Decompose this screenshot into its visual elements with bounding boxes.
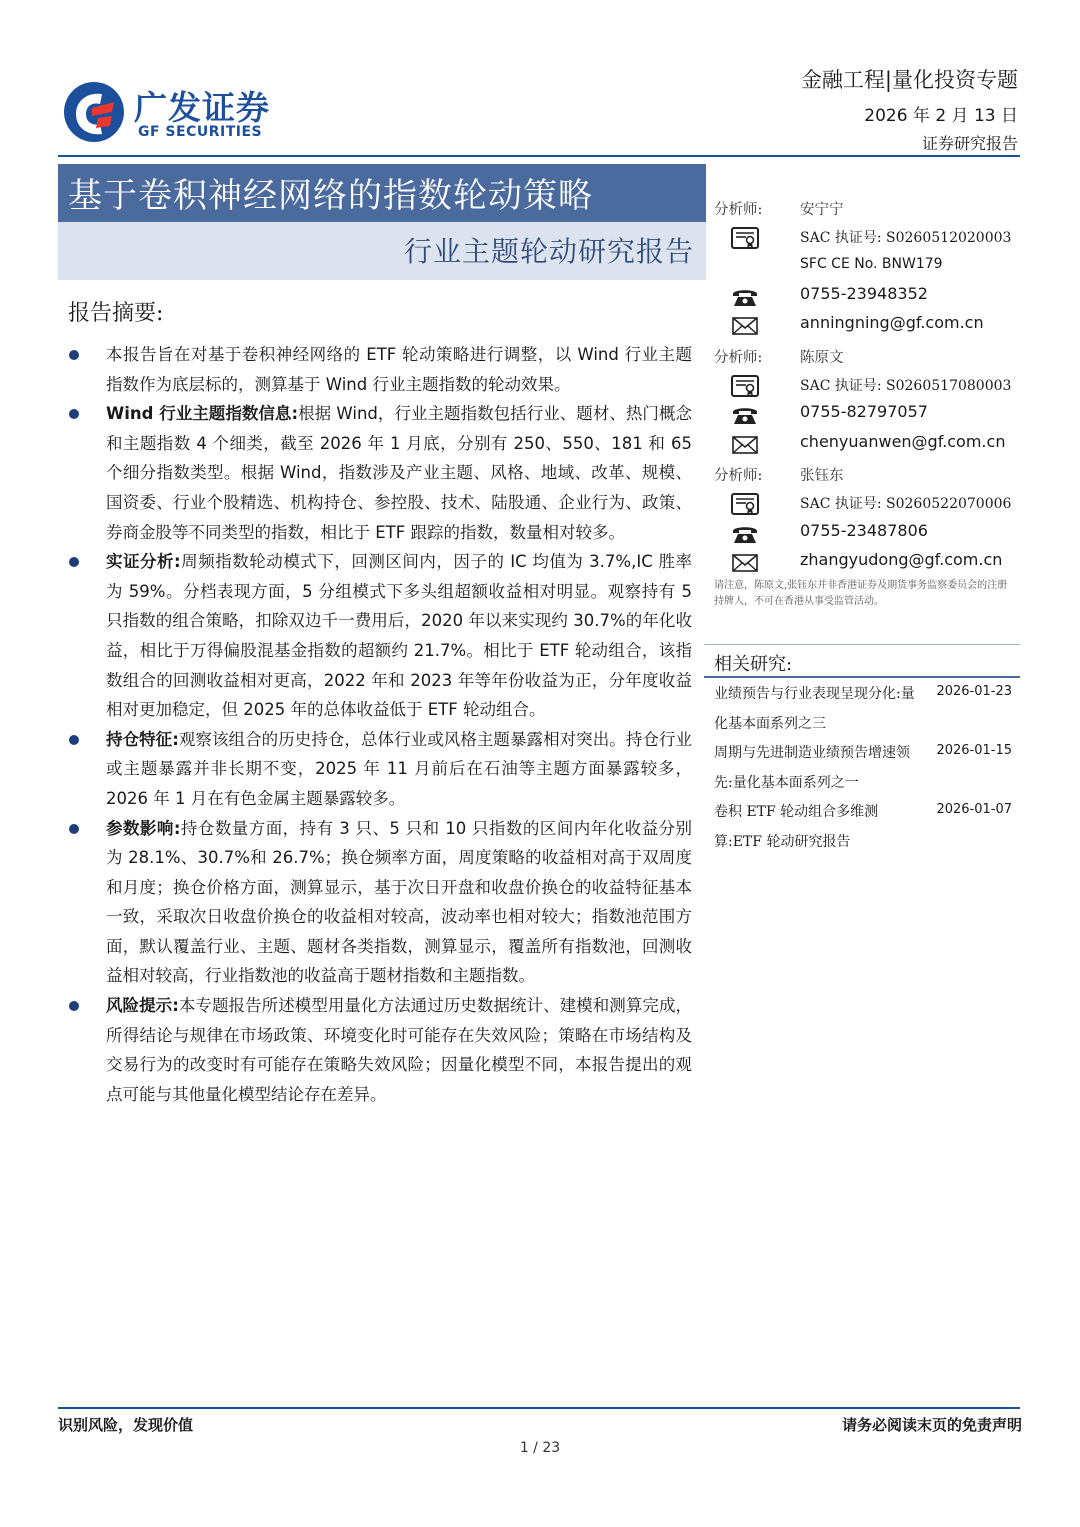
report-date: 2026 年 2 月 13 日: [864, 106, 1018, 126]
page-number: 1 / 23: [519, 1440, 561, 1456]
analyst-phone: 0755-82797057: [800, 402, 928, 421]
envelope-icon: [730, 433, 760, 457]
summary-item: [68, 399, 692, 547]
summary-item-label: 参数影响:: [106, 818, 181, 838]
analyst-phone-row: [712, 282, 1022, 311]
envelope-icon: [730, 551, 760, 575]
summary-item: [68, 725, 692, 814]
related-heading: 相关研究:: [714, 654, 793, 675]
analyst-email-row: [712, 311, 1022, 340]
related-divider: [704, 676, 1020, 678]
analyst-disclaimer-note: 请注意，陈原文,张钰东并非香港证券及期货事务监察委员会的注册持牌人，不可在香港从事受监管活动。: [714, 580, 1008, 607]
related-list: [714, 680, 1014, 857]
summary-item-text: 周频指数轮动模式下，回测区间内，因子的 IC 均值为 3.7%,IC 胜率为 59%。分档表现方面，5 分组模式下多头组超额收益相对明显。观察持有 5 只指数的组合策略，扣除双边千一费用后，2020 年以来实现约 30.7%的年化收益，相比于万得偏股混基金指数的超额约 21.7%。相比于 ETF 轮动组合，该指数组合的回测收益相对更高，2022 年和 2023 年等年份收益为正，分年度收益相对更加稳定，但 2025 年的总体收益低于 ETF 轮动组合。: [106, 552, 692, 720]
summary-item: [68, 814, 692, 992]
phone-icon: [730, 403, 760, 427]
analyst-phone: 0755-23948352: [800, 284, 928, 303]
analyst-header: [712, 460, 1022, 489]
analyst-header: [712, 342, 1022, 371]
summary-heading: 报告摘要:: [68, 301, 164, 326]
footer-disclaimer-notice: 请务必阅读末页的免责声明: [841, 1416, 1022, 1434]
summary-item-label: Wind 行业主题指数信息:: [106, 404, 299, 424]
related-item[interactable]: [714, 739, 1014, 798]
footer-divider: [58, 1407, 1020, 1409]
analyst-cert-row: [712, 223, 1022, 252]
summary-item-text: 观察该组合的历史持仓，总体行业或风格主题暴露相对突出。持仓行业或主题暴露并非长期不变，2025 年 11 月前后在石油等主题方面暴露较多，2026 年 1 月在有色金属主题暴露较多。: [106, 729, 693, 808]
bullet-icon: [69, 735, 79, 745]
related-item[interactable]: [714, 680, 1014, 739]
analyst-cert-row: [712, 371, 1022, 400]
analyst-sfc-row: [712, 252, 1022, 281]
analyst-phone-row: [712, 400, 1022, 429]
analyst-email[interactable]: chenyuanwen@gf.com.cn: [800, 432, 1006, 451]
analyst-email[interactable]: anningning@gf.com.cn: [800, 313, 984, 332]
analyst-name: 张钰东: [800, 468, 844, 484]
analyst-phone: 0755-23487806: [800, 521, 928, 540]
phone-icon: [730, 285, 760, 309]
related-item-title[interactable]: 业绩预告与行业表现呈现分化:量化基本面系列之三: [714, 686, 915, 732]
certificate-icon: [730, 226, 760, 250]
summary-item-text: 根据 Wind，行业主题指数包括行业、题材、热门概念和主题指数 4 个细类，截至 2026 年 1 月底，分别有 250、550、181 和 65 个细分指数类型。根据 Wind，指数涉及产业主题、风格、地域、改革、规模、国资委、行业个股精选、机构持仓、参控股、技术、陆股通、企业行为、政策、券商金股等不同类型的指数，相比于 ETF 跟踪的指数，数量相对较多。: [106, 404, 692, 542]
analyst-email-row: [712, 548, 1022, 577]
report-type: 证券研究报告: [921, 134, 1018, 153]
analyst-header: [712, 194, 1022, 223]
summary-item-text: 持仓数量方面，持有 3 只、5 只和 10 只指数的区间内年化收益分别为 28.1%、30.7%和 26.7%；换仓频率方面，周度策略的收益相对高于双周度和月度；换仓价格方面，测算显示，基于次日开盘和收盘价换仓的收益特征基本一致，采取次日收盘价换仓的收益相对较高，波动率也相对较大；指数池范围方面，默认覆盖行业、主题、题材各类指数，测算显示，覆盖所有指数池，回测收益相对较高，行业指数池的收益高于题材指数和主题指数。: [106, 818, 692, 986]
summary-item-label: 实证分析:: [106, 552, 181, 572]
report-series: 金融工程|量化投资专题: [800, 68, 1018, 92]
analyst-label: 分析师:: [714, 350, 763, 366]
envelope-icon: [730, 314, 760, 338]
logo-chinese-name: 广发证券: [134, 88, 270, 127]
analyst-cert: SAC 执证号: S0260512020003: [800, 230, 1012, 246]
related-top-divider: [704, 644, 1020, 645]
summary-item-label: 风险提示:: [106, 996, 179, 1016]
summary-item: [68, 547, 692, 725]
analyst-email-row: [712, 430, 1022, 459]
bullet-icon: [69, 557, 79, 567]
summary-list: [68, 340, 692, 1109]
analyst-email[interactable]: zhangyudong@gf.com.cn: [800, 550, 1003, 569]
related-item-title[interactable]: 周期与先进制造业绩预告增速领先:量化基本面系列之一: [714, 745, 910, 791]
related-item-date: 2026-01-23: [936, 684, 1012, 699]
analyst-sfc: SFC CE No. BNW179: [800, 256, 943, 272]
certificate-icon: [730, 492, 760, 516]
analyst-name: 陈原文: [800, 350, 844, 366]
gf-logo-icon: [62, 80, 126, 144]
bullet-icon: [69, 824, 79, 834]
summary-item: [68, 340, 692, 399]
bullet-icon: [69, 350, 79, 360]
certificate-icon: [730, 374, 760, 398]
report-title: 基于卷积神经网络的指数轮动策略: [68, 176, 593, 216]
bullet-icon: [69, 409, 79, 419]
summary-item-text: 本专题报告所述模型用量化方法通过历史数据统计、建模和测算完成，所得结论与规律在市场政策、环境变化时可能存在失效风险；策略在市场结构及交易行为的改变时有可能存在策略失效风险；因量化模型不同，本报告提出的观点可能与其他量化模型结论存在差异。: [106, 996, 693, 1104]
report-subtitle: 行业主题轮动研究报告: [403, 235, 694, 268]
company-logo: [62, 80, 292, 144]
analyst-label: 分析师:: [714, 202, 763, 218]
header-divider: [58, 155, 1020, 157]
footer-slogan: 识别风险，发现价值: [58, 1416, 194, 1434]
related-item[interactable]: [714, 798, 1014, 857]
analyst-cert: SAC 执证号: S0260517080003: [800, 378, 1012, 394]
bullet-icon: [69, 1001, 79, 1011]
analyst-cert-row: [712, 489, 1022, 518]
related-item-date: 2026-01-07: [936, 802, 1012, 817]
analyst-label: 分析师:: [714, 468, 763, 484]
analyst-name: 安宁宁: [800, 202, 844, 218]
analyst-cert: SAC 执证号: S0260522070006: [800, 496, 1012, 512]
related-item-title[interactable]: 卷积 ETF 轮动组合多维测算:ETF 轮动研究报告: [714, 804, 879, 850]
summary-item-text: 本报告旨在对基于卷积神经网络的 ETF 轮动策略进行调整，以 Wind 行业主题指数作为底层标的，测算基于 Wind 行业主题指数的轮动效果。: [106, 345, 692, 394]
related-item-date: 2026-01-15: [936, 743, 1012, 758]
summary-item-label: 持仓特征:: [106, 729, 179, 749]
phone-icon: [730, 522, 760, 546]
summary-item: [68, 991, 692, 1109]
logo-english-name: GF SECURITIES: [138, 124, 263, 140]
analyst-phone-row: [712, 519, 1022, 548]
